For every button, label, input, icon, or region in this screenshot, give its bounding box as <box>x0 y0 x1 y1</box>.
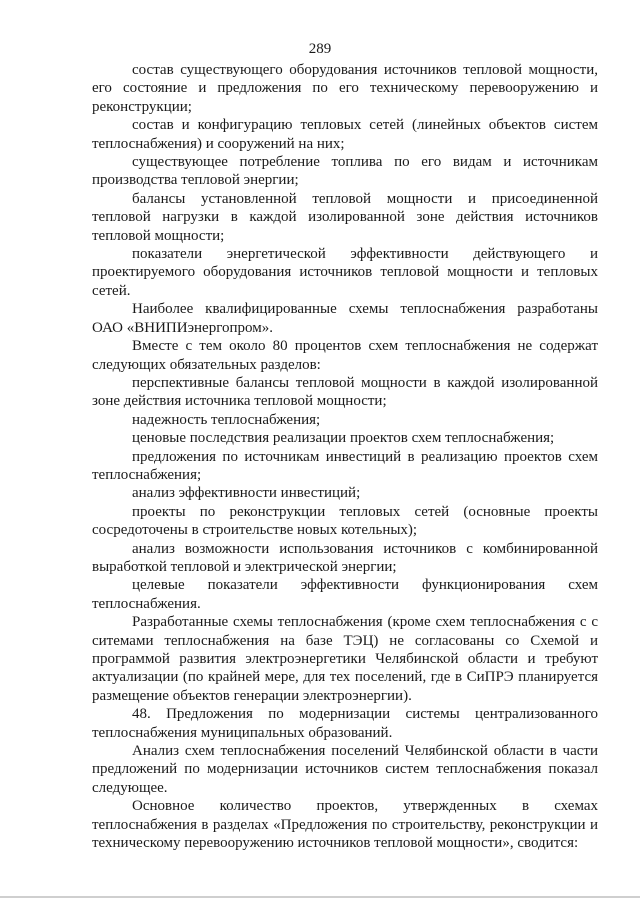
paragraph: Анализ схем теплоснабжения поселений Челябинской области в части предложений по модернизации источников систем теплоснабжения показал следующее. <box>92 743 598 796</box>
page-number: 289 <box>308 41 332 57</box>
paragraph: ценовые последствия реализации проектов схем теплоснабжения; <box>132 430 555 447</box>
paragraph: Основное количество проектов, утвержденных в схемах теплоснабжения в разделах «Предложения по строительству, реконструкции и техническому перевооружению источников тепловой мощности», сводится: <box>92 798 598 852</box>
paragraph: Наиболее квалифицированные схемы теплоснабжения разработаны ОАО «ВНИПИэнергопром». <box>92 301 598 336</box>
paragraph: анализ возможности использования источников с комбинированной выработкой тепловой и электрической энергии; <box>92 540 598 575</box>
paragraph: проекты по реконструкции тепловых сетей (основные проекты сосредоточены в строительстве новых котельных); <box>92 503 598 539</box>
paragraph: состав существующего оборудования источников тепловой мощности, его состояние и предложения по его техническому перевооружению и реконструкции; <box>92 62 598 115</box>
page-bottom-edge <box>0 896 640 898</box>
paragraph: Разработанные схемы теплоснабжения (кроме схем теплоснабжения с с ситемами теплоснабжения на базе ТЭЦ) не согласованы со Схемой и программой развития электроэнергетики Челябинской области и требуют актуализации (по крайней мере, для тех поселений, где в СиПРЭ планируется размещение объектов генерации электроэнергии). <box>92 614 598 704</box>
paragraph: состав и конфигурацию тепловых сетей (линейных объектов систем теплоснабжения) и сооружений на них; <box>92 117 598 152</box>
paragraph: анализ эффективности инвестиций; <box>132 485 361 502</box>
paragraph: целевые показатели эффективности функционирования схем теплоснабжения. <box>92 577 598 612</box>
paragraph: предложения по источникам инвестиций в реализацию проектов схем теплоснабжения; <box>92 448 598 483</box>
body-text <box>92 61 598 852</box>
paragraph: существующее потребление топлива по его видам и источникам производства тепловой энергии; <box>92 154 598 189</box>
paragraph: балансы установленной тепловой мощности и присоединенной тепловой нагрузки в каждой изолированной зоне действия источников тепловой мощности; <box>92 190 598 244</box>
paragraph: Вместе с тем около 80 процентов схем теплоснабжения не содержат следующих обязательных разделов: <box>92 338 598 373</box>
paragraph: показатели энергетической эффективности действующего и проектируемого оборудования источников тепловой мощности и тепловых сетей. <box>92 246 598 299</box>
paragraph: надежность теплоснабжения; <box>132 411 321 428</box>
paragraph: перспективные балансы тепловой мощности в каждой изолированной зоне действия источника тепловой мощности; <box>92 374 598 410</box>
paragraph: 48. Предложения по модернизации системы централизованного теплоснабжения муниципальных образований. <box>92 706 598 741</box>
